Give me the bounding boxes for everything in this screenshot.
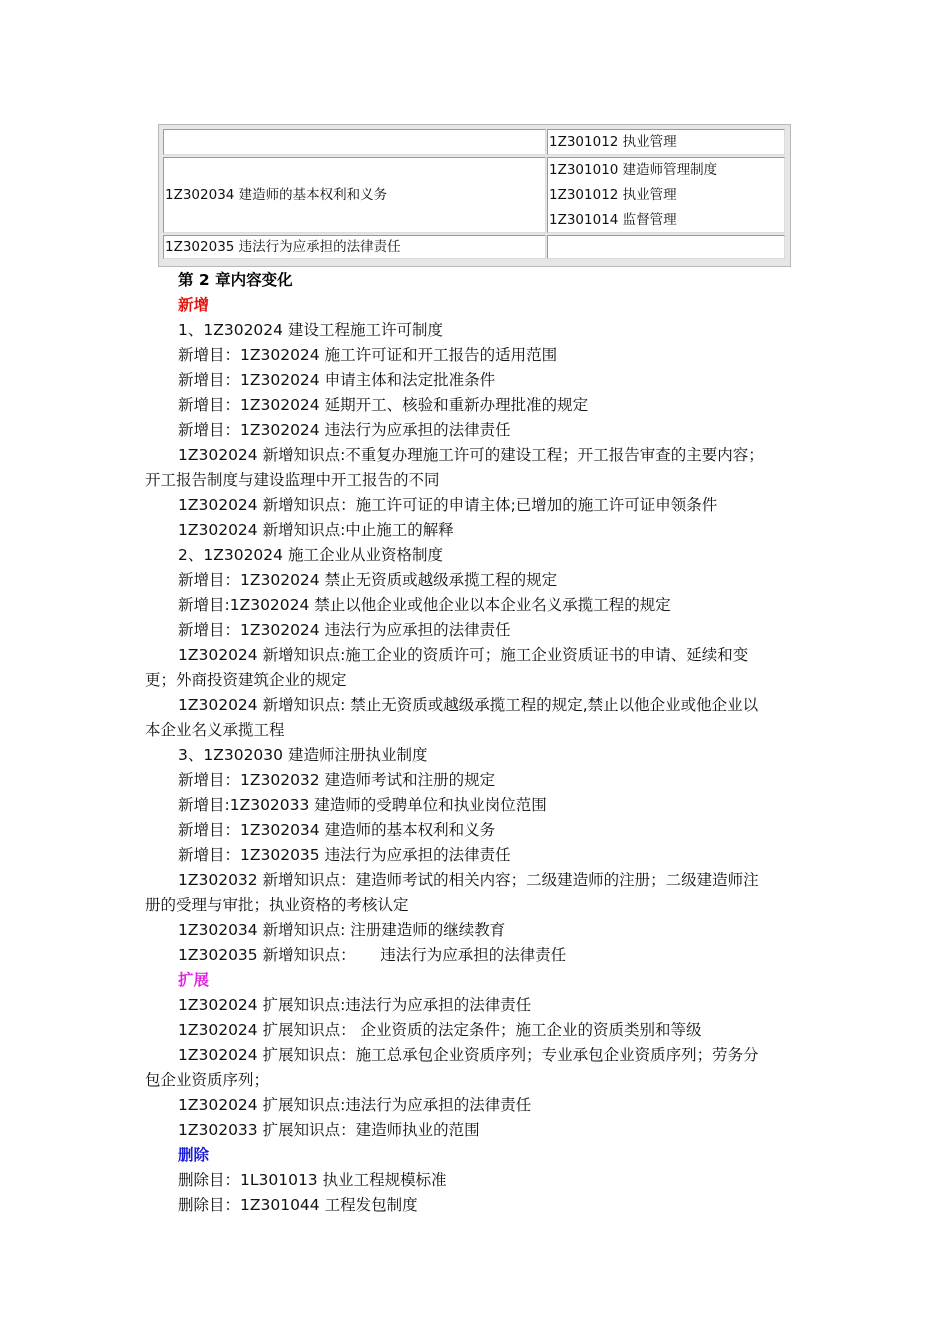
table-cell — [547, 235, 785, 259]
table-cell-text: 1Z301014 监督管理 — [549, 212, 677, 228]
table-cell-text: 1Z301010 建造师管理制度 — [549, 162, 718, 178]
table-cell — [163, 157, 546, 233]
text-line: 删除目：1L301013 执业工程规模标准 — [178, 1171, 447, 1189]
text-line: 新增目:1Z302024 禁止以他企业或他企业以本企业名义承揽工程的规定 — [178, 596, 671, 614]
text-line: 1Z302035 新增知识点： 违法行为应承担的法律责任 — [178, 946, 567, 964]
text-line: 新增目：1Z302024 延期开工、核验和重新办理批准的规定 — [178, 396, 589, 414]
text-line: 册的受理与审批；执业资格的考核认定 — [145, 896, 409, 914]
text-line: 1Z302033 扩展知识点：建造师执业的范围 — [178, 1121, 480, 1139]
table-cell — [163, 235, 546, 259]
text-line: 新增目：1Z302024 违法行为应承担的法律责任 — [178, 621, 511, 639]
chapter-heading: 第 2 章内容变化 — [178, 271, 293, 289]
text-line: 1Z302024 新增知识点:施工企业的资质许可；施工企业资质证书的申请、延续和变 — [178, 646, 749, 664]
text-line: 本企业名义承揽工程 — [145, 721, 285, 739]
text-line: 1Z302024 扩展知识点:违法行为应承担的法律责任 — [178, 1096, 532, 1114]
text-line: 删除目：1Z301044 工程发包制度 — [178, 1196, 418, 1214]
text-line: 2、1Z302024 施工企业从业资格制度 — [178, 546, 443, 564]
section-label-added: 新增 — [178, 296, 210, 314]
text-line: 新增目：1Z302024 申请主体和法定批准条件 — [178, 371, 496, 389]
text-line: 3、1Z302030 建造师注册执业制度 — [178, 746, 428, 764]
table-cell-text: 1Z302035 违法行为应承担的法律责任 — [165, 239, 401, 255]
text-line: 新增目:1Z302033 建造师的受聘单位和执业岗位范围 — [178, 796, 547, 814]
text-line: 新增目：1Z302032 建造师考试和注册的规定 — [178, 771, 496, 789]
text-line: 新增目：1Z302034 建造师的基本权利和义务 — [178, 821, 496, 839]
table-cell — [547, 157, 785, 233]
text-line: 1Z302024 扩展知识点： 企业资质的法定条件；施工企业的资质类别和等级 — [178, 1021, 702, 1039]
text-line: 1Z302034 新增知识点: 注册建造师的继续教育 — [178, 921, 506, 939]
table-cell-text: 1Z301012 执业管理 — [549, 134, 677, 150]
table-cell-text: 1Z302034 建造师的基本权利和义务 — [165, 187, 388, 203]
text-line: 1Z302024 扩展知识点：施工总承包企业资质序列；专业承包企业资质序列；劳务分 — [178, 1046, 759, 1064]
chapter-mapping-table — [158, 124, 791, 267]
text-line: 新增目：1Z302024 违法行为应承担的法律责任 — [178, 421, 511, 439]
text-line: 开工报告制度与建设监理中开工报告的不同 — [145, 471, 440, 489]
text-line: 1Z302024 新增知识点: 禁止无资质或越级承揽工程的规定,禁止以他企业或他企业以 — [178, 696, 759, 714]
text-line: 新增目：1Z302024 禁止无资质或越级承揽工程的规定 — [178, 571, 558, 589]
table-cell — [163, 129, 546, 155]
text-line: 1Z302032 新增知识点：建造师考试的相关内容；二级建造师的注册；二级建造师注 — [178, 871, 759, 889]
text-line: 1Z302024 新增知识点：施工许可证的申请主体;已增加的施工许可证申领条件 — [178, 496, 718, 514]
section-label-deleted: 删除 — [178, 1146, 210, 1164]
table-cell-text: 1Z301012 执业管理 — [549, 187, 677, 203]
text-line: 1Z302024 扩展知识点:违法行为应承担的法律责任 — [178, 996, 532, 1014]
text-line: 新增目：1Z302035 违法行为应承担的法律责任 — [178, 846, 511, 864]
text-line: 包企业资质序列； — [145, 1071, 270, 1089]
section-label-expanded: 扩展 — [178, 971, 210, 989]
text-line: 1Z302024 新增知识点:中止施工的解释 — [178, 521, 454, 539]
text-line: 更；外商投资建筑企业的规定 — [145, 671, 347, 689]
text-line: 1、1Z302024 建设工程施工许可制度 — [178, 321, 443, 339]
text-line: 1Z302024 新增知识点:不重复办理施工许可的建设工程；开工报告审查的主要内容； — [178, 446, 764, 464]
table-cell — [547, 129, 785, 155]
text-line: 新增目：1Z302024 施工许可证和开工报告的适用范围 — [178, 346, 558, 364]
